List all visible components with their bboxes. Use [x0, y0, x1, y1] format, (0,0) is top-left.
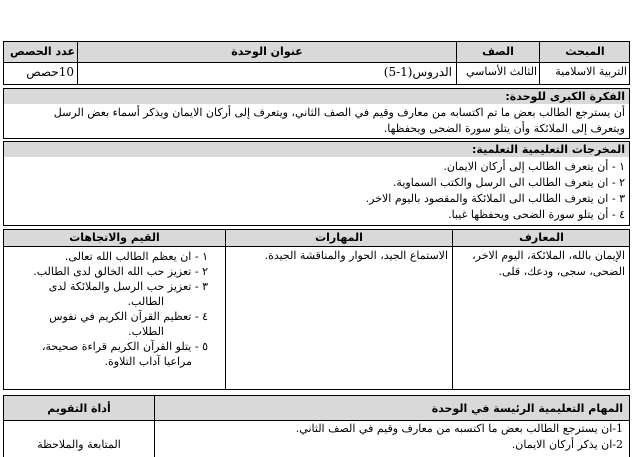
outcome-item-1: ١ - أن يتعرف الطالب إلى أركان الايمان. — [443, 160, 625, 173]
outcome-item-4: ٤ - أن يتلو سورة الضحى ويحفظها غيبا. — [448, 208, 625, 221]
values-line: ٤ - تعظيم القرآن الكريم في نفوس — [49, 310, 208, 323]
unit-title-value: الدروس(1-5) — [383, 65, 452, 79]
grade-header: الصف — [482, 45, 514, 58]
knowledge-line-1: الإيمان بالله، الملائكة، اليوم الاخر، — [472, 249, 625, 262]
outcome-item-2: ٢ - ان يتعرف الطالب الى الرسل والكتب السماوية. — [392, 176, 625, 189]
outcomes-title: المخرجات التعليمية التعلمية: — [472, 143, 625, 156]
values-line: ٢ - تعزيز حب الله الخالق لدى الطالب. — [33, 265, 208, 278]
values-header: القيم والاتجاهات — [69, 231, 160, 244]
values-line: ٣ - تعزيز حب الرسل والملائكة لدى — [48, 280, 208, 293]
values-list — [8, 249, 208, 369]
outcomes-section — [3, 141, 630, 226]
big-idea-section — [3, 88, 630, 139]
values-line: الطلاب. — [128, 325, 164, 338]
outcome-item-3: ٣ - ان يتعرف الطالب الى الملائكة والمقصود باليوم الاخر. — [365, 192, 625, 205]
unit-info-table — [3, 41, 630, 85]
big-idea-line-2: ويتعرف إلى الملائكة وأن يتلو سورة الضحى ويحفظها. — [383, 122, 625, 135]
tool-header: أداة التقويم — [47, 402, 111, 415]
tasks-table — [3, 395, 630, 457]
knowledge-line-2: الضحى، سجى، ودعك، قلى. — [498, 265, 625, 278]
subject-value: التربية الاسلامية — [555, 65, 627, 78]
values-line: مراعيا آداب التلاوة. — [104, 355, 192, 368]
skills-text: الاستماع الجيد، الحوار والمناقشة الجيدة. — [264, 249, 448, 262]
main-tasks-header: المهام التعليمية الرئيسة في الوحدة — [431, 402, 623, 415]
evaluation-tool-value: المتابعة والملاحظة — [37, 438, 121, 451]
periods-header: عدد الحصص — [10, 45, 76, 58]
task-item-1: 1-ان يسترجع الطالب بعض ما اكتسبه من معارف وقيم في الصف الثاني. — [295, 422, 623, 435]
subject-header: المبحث — [565, 45, 605, 58]
periods-value: 10حصص — [26, 65, 74, 79]
grade-value: الثالث الأساسي — [465, 65, 537, 78]
knowledge-header: المعارف — [519, 231, 564, 244]
skills-header: المهارات — [315, 231, 363, 244]
unit-title-header: عنوان الوحدة — [231, 45, 303, 58]
three-column-table — [3, 229, 630, 390]
values-line: ٥ - يتلو القرآن الكريم قراءة صحيحة، — [41, 340, 208, 353]
task-item-2: 2-ان يذكر أركان الايمان. — [511, 438, 623, 451]
values-line: الطالب. — [127, 295, 164, 308]
big-idea-title: الفكرة الكبرى للوحدة: — [505, 90, 625, 103]
values-line: ١ - ان يعظم الطالب الله تعالى. — [64, 250, 208, 263]
big-idea-line-1: أن يسترجع الطالب بعض ما تم اكتسابه من معارف وقيم في الصف الثاني، ويتعرف إلى أركان الايمان ويذكر أسماء بعض الرسل — [53, 106, 625, 119]
